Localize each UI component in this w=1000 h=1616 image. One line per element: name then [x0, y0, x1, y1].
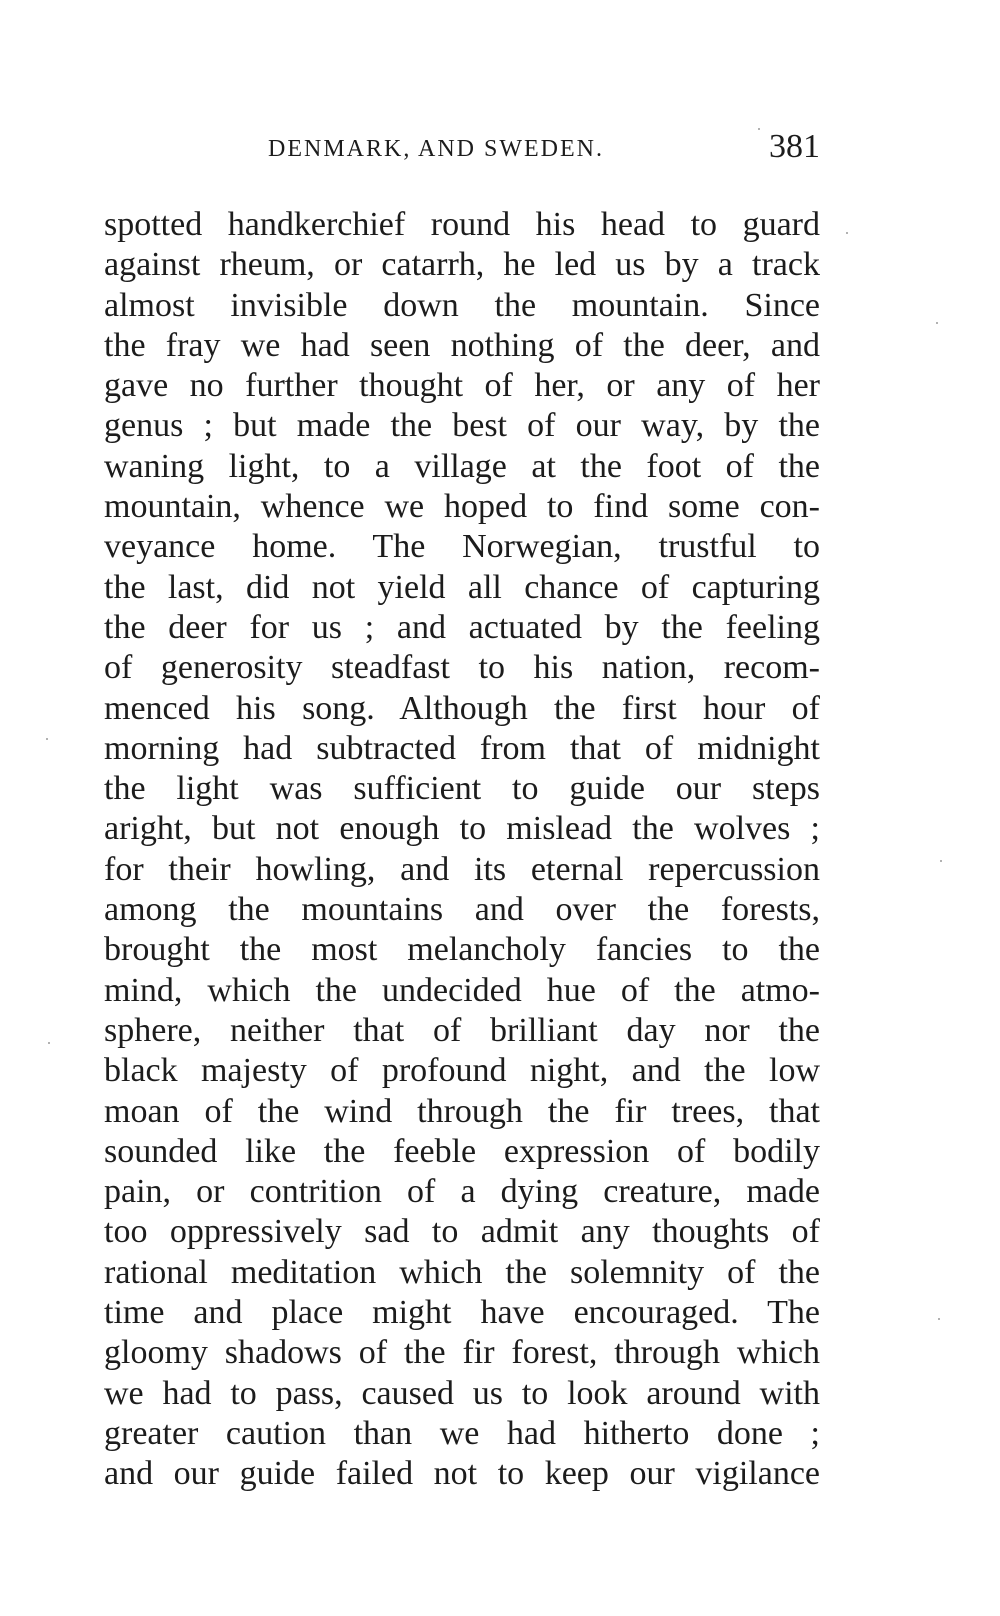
text-line: brought the most melancholy fancies to the — [104, 931, 820, 969]
text-line: sphere, neither that of brilliant day nor the — [104, 1011, 820, 1049]
text-line: for their howling, and its eternal repercussion — [104, 850, 820, 888]
text-line: aright, but not enough to mislead the wolves ; — [104, 810, 820, 848]
text-line: spotted handkerchief round his head to guard — [104, 206, 820, 243]
text-line: gloomy shadows of the fir forest, through which — [104, 1334, 820, 1372]
text-line: genus ; but made the best of our way, by the — [104, 407, 820, 445]
body-text — [104, 205, 820, 1495]
running-title: DENMARK, AND SWEDEN. — [268, 136, 604, 162]
text-line: gave no further thought of her, or any of her — [104, 367, 820, 405]
text-line: against rheum, or catarrh, he led us by a track — [104, 246, 820, 284]
text-line: the last, did not yield all chance of capturing — [104, 568, 820, 606]
text-line: mountain, whence we hoped to find some con- — [104, 488, 820, 526]
text-line: morning had subtracted from that of midnight — [104, 729, 820, 767]
text-line: veyance home. The Norwegian, trustful to — [104, 528, 820, 566]
text-line: rational meditation which the solemnity of the — [104, 1253, 820, 1291]
text-line: almost invisible down the mountain. Since — [104, 286, 820, 324]
scan-speck — [936, 322, 938, 324]
text-line: among the mountains and over the forests, — [104, 891, 820, 929]
scan-speck — [48, 1042, 50, 1044]
text-line: greater caution than we had hitherto done ; — [104, 1414, 820, 1452]
scan-speck — [846, 232, 848, 234]
text-line: black majesty of profound night, and the low — [104, 1052, 820, 1090]
running-head — [100, 130, 820, 174]
text-line: moan of the wind through the fir trees, that — [104, 1092, 820, 1130]
scan-speck — [758, 128, 760, 130]
text-line: pain, or contrition of a dying creature, made — [104, 1173, 820, 1211]
scan-speck — [46, 738, 48, 740]
text-line: waning light, to a village at the foot of the — [104, 447, 820, 485]
scan-speck — [938, 1318, 940, 1320]
text-line: sounded like the feeble expression of bodily — [104, 1132, 820, 1170]
text-line: the fray we had seen nothing of the deer, and — [104, 326, 820, 364]
text-line: we had to pass, caused us to look around with — [104, 1374, 820, 1412]
text-line: time and place might have encouraged. The — [104, 1294, 820, 1332]
text-line: menced his song. Although the first hour of — [104, 689, 820, 727]
text-line: the light was sufficient to guide our steps — [104, 770, 820, 808]
text-line: the deer for us ; and actuated by the feeling — [104, 608, 820, 646]
text-line: too oppressively sad to admit any thoughts of — [104, 1213, 820, 1251]
page-number: 381 — [769, 128, 820, 165]
text-line: of generosity steadfast to his nation, recom- — [104, 649, 820, 687]
scan-speck — [940, 860, 942, 862]
text-line: and our guide failed not to keep our vigilance — [104, 1455, 820, 1493]
text-line: mind, which the undecided hue of the atmo- — [104, 971, 820, 1009]
